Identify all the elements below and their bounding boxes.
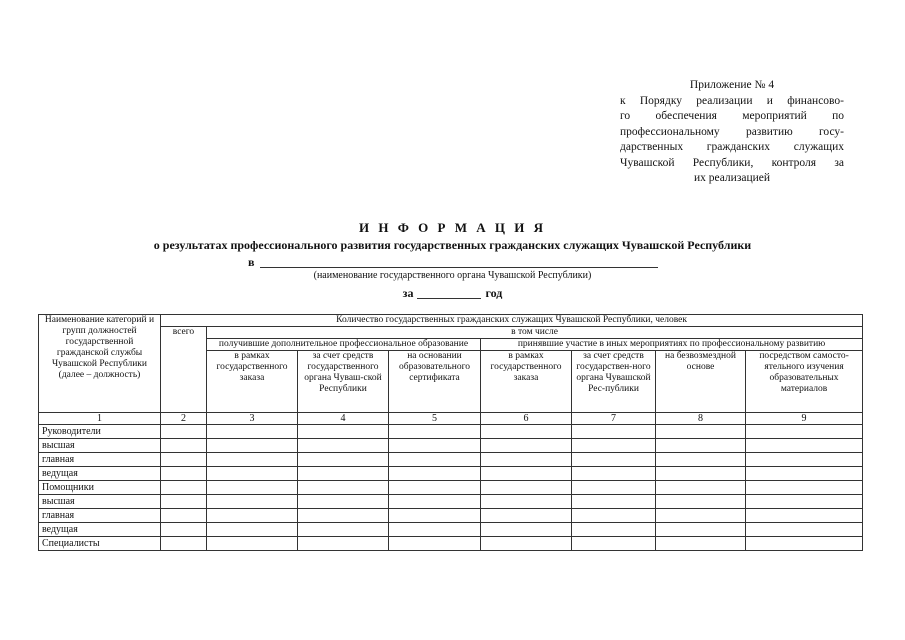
- data-cell[interactable]: [572, 453, 656, 467]
- year-line: [0, 286, 905, 301]
- row-label: ведущая: [39, 467, 161, 481]
- table-row: [39, 439, 863, 453]
- data-cell[interactable]: [572, 425, 656, 439]
- data-cell[interactable]: [161, 523, 207, 537]
- table-row: [39, 425, 863, 439]
- data-cell[interactable]: [481, 495, 572, 509]
- data-cell[interactable]: [389, 467, 481, 481]
- appendix-title: Приложение № 4: [689, 79, 775, 91]
- data-cell[interactable]: [161, 453, 207, 467]
- header-including: в том числе: [207, 327, 863, 339]
- data-cell[interactable]: [161, 495, 207, 509]
- table-row: [39, 481, 863, 495]
- subheader-cell: на безвозмездной основе: [656, 351, 746, 413]
- data-cell[interactable]: [389, 537, 481, 551]
- data-cell[interactable]: [746, 453, 863, 467]
- data-cell[interactable]: [746, 495, 863, 509]
- subheader-cell: за счет средств государствен-ного органа Чувашской Рес-публики: [572, 351, 656, 413]
- data-cell[interactable]: [746, 537, 863, 551]
- data-cell[interactable]: [481, 537, 572, 551]
- report-table: [38, 314, 863, 551]
- data-cell[interactable]: [298, 481, 389, 495]
- year-blank-line: [417, 298, 481, 299]
- data-cell[interactable]: [572, 509, 656, 523]
- column-number: 2: [161, 413, 207, 425]
- appendix-block: [620, 78, 844, 187]
- data-cell[interactable]: [389, 481, 481, 495]
- data-cell[interactable]: [298, 537, 389, 551]
- data-cell[interactable]: [389, 453, 481, 467]
- data-cell[interactable]: [298, 495, 389, 509]
- data-cell[interactable]: [481, 425, 572, 439]
- data-cell[interactable]: [298, 523, 389, 537]
- data-cell[interactable]: [656, 453, 746, 467]
- data-cell[interactable]: [656, 481, 746, 495]
- table-row: [39, 537, 863, 551]
- header-group-other: принявшие участие в иных мероприятиях по профессиональному развитию: [481, 339, 863, 351]
- column-number: 7: [572, 413, 656, 425]
- data-cell[interactable]: [656, 425, 746, 439]
- data-cell[interactable]: [572, 467, 656, 481]
- data-cell[interactable]: [656, 537, 746, 551]
- header-total: всего: [161, 327, 207, 413]
- column-number: 1: [39, 413, 161, 425]
- year-prefix: за: [402, 286, 414, 300]
- data-cell[interactable]: [298, 467, 389, 481]
- data-cell[interactable]: [572, 481, 656, 495]
- header-position-name: Наименование категорий и групп должностей государственной гражданской службы Чувашской Республики (далее – должность): [39, 315, 161, 413]
- document-subtitle: о результатах профессионального развития государственных гражданских служащих Чувашской Республики: [153, 238, 752, 252]
- row-label: высшая: [39, 439, 161, 453]
- data-cell[interactable]: [572, 537, 656, 551]
- subheader-cell: посредством самосто-ятельного изучения образовательных материалов: [746, 351, 863, 413]
- data-cell[interactable]: [389, 509, 481, 523]
- table-row: [39, 523, 863, 537]
- data-cell[interactable]: [207, 509, 298, 523]
- data-cell[interactable]: [207, 425, 298, 439]
- data-cell[interactable]: [572, 523, 656, 537]
- header-count: Количество государственных гражданских служащих Чувашской Республики, человек: [161, 315, 863, 327]
- subheader-cell: за счет средств государственного органа Чуваш-ской Республики: [298, 351, 389, 413]
- appendix-line: дарственных гражданских служащих: [620, 141, 844, 153]
- column-number: 3: [207, 413, 298, 425]
- row-label: Руководители: [39, 425, 161, 439]
- table-row: [39, 495, 863, 509]
- org-blank-line: [260, 267, 658, 268]
- data-cell[interactable]: [389, 425, 481, 439]
- data-cell[interactable]: [298, 509, 389, 523]
- data-cell[interactable]: [389, 495, 481, 509]
- header-group-education: получившие дополнительное профессиональное образование: [207, 339, 481, 351]
- column-number: 8: [656, 413, 746, 425]
- data-cell[interactable]: [207, 537, 298, 551]
- data-cell[interactable]: [746, 439, 863, 453]
- table-row: [39, 509, 863, 523]
- data-cell[interactable]: [161, 537, 207, 551]
- subheader-cell: в рамках государственного заказа: [481, 351, 572, 413]
- data-cell[interactable]: [207, 481, 298, 495]
- data-cell[interactable]: [572, 495, 656, 509]
- data-cell[interactable]: [207, 439, 298, 453]
- data-cell[interactable]: [746, 425, 863, 439]
- data-cell[interactable]: [389, 523, 481, 537]
- appendix-line: профессиональному развитию госу-: [620, 125, 844, 138]
- row-label: ведущая: [39, 523, 161, 537]
- data-cell[interactable]: [481, 523, 572, 537]
- row-label: главная: [39, 453, 161, 467]
- table-row: [39, 467, 863, 481]
- data-cell[interactable]: [207, 467, 298, 481]
- data-cell[interactable]: [746, 467, 863, 481]
- data-cell[interactable]: [207, 453, 298, 467]
- data-cell[interactable]: [298, 439, 389, 453]
- subheader-cell: в рамках государственного заказа: [207, 351, 298, 413]
- data-cell[interactable]: [161, 481, 207, 495]
- appendix-line: к Порядку реализации и финансово-: [620, 94, 844, 107]
- data-cell[interactable]: [161, 425, 207, 439]
- data-cell[interactable]: [481, 439, 572, 453]
- year-suffix: год: [485, 286, 503, 300]
- column-number: 4: [298, 413, 389, 425]
- data-cell[interactable]: [656, 509, 746, 523]
- data-cell[interactable]: [481, 467, 572, 481]
- data-cell[interactable]: [746, 481, 863, 495]
- data-cell[interactable]: [298, 425, 389, 439]
- data-cell[interactable]: [298, 453, 389, 467]
- data-cell[interactable]: [481, 453, 572, 467]
- subheader-cell: на основании образовательного сертификата: [389, 351, 481, 413]
- data-cell[interactable]: [656, 467, 746, 481]
- data-cell[interactable]: [161, 467, 207, 481]
- row-label: Специалисты: [39, 537, 161, 551]
- data-cell[interactable]: [161, 439, 207, 453]
- data-cell[interactable]: [207, 495, 298, 509]
- column-number: 6: [481, 413, 572, 425]
- data-cell[interactable]: [572, 439, 656, 453]
- column-number: 5: [389, 413, 481, 425]
- table-row: [39, 453, 863, 467]
- org-prefix: в: [248, 255, 255, 269]
- data-cell[interactable]: [207, 523, 298, 537]
- data-cell[interactable]: [746, 509, 863, 523]
- column-number: 9: [746, 413, 863, 425]
- data-cell[interactable]: [389, 439, 481, 453]
- data-cell[interactable]: [656, 439, 746, 453]
- appendix-line: го обеспечения мероприятий по: [620, 110, 844, 122]
- data-cell[interactable]: [481, 509, 572, 523]
- org-caption: (наименование государственного органа Чувашской Республики): [313, 270, 592, 281]
- row-label: высшая: [39, 495, 161, 509]
- appendix-line: Чувашской Республики, контроля за: [620, 156, 844, 169]
- document-title: И Н Ф О Р М А Ц И Я: [359, 220, 546, 235]
- data-cell[interactable]: [656, 495, 746, 509]
- data-cell[interactable]: [746, 523, 863, 537]
- data-cell[interactable]: [481, 481, 572, 495]
- org-line: [248, 255, 254, 270]
- data-cell[interactable]: [161, 509, 207, 523]
- column-number-row: [39, 413, 863, 425]
- row-label: Помощники: [39, 481, 161, 495]
- data-cell[interactable]: [656, 523, 746, 537]
- appendix-line: их реализацией: [693, 172, 771, 184]
- row-label: главная: [39, 509, 161, 523]
